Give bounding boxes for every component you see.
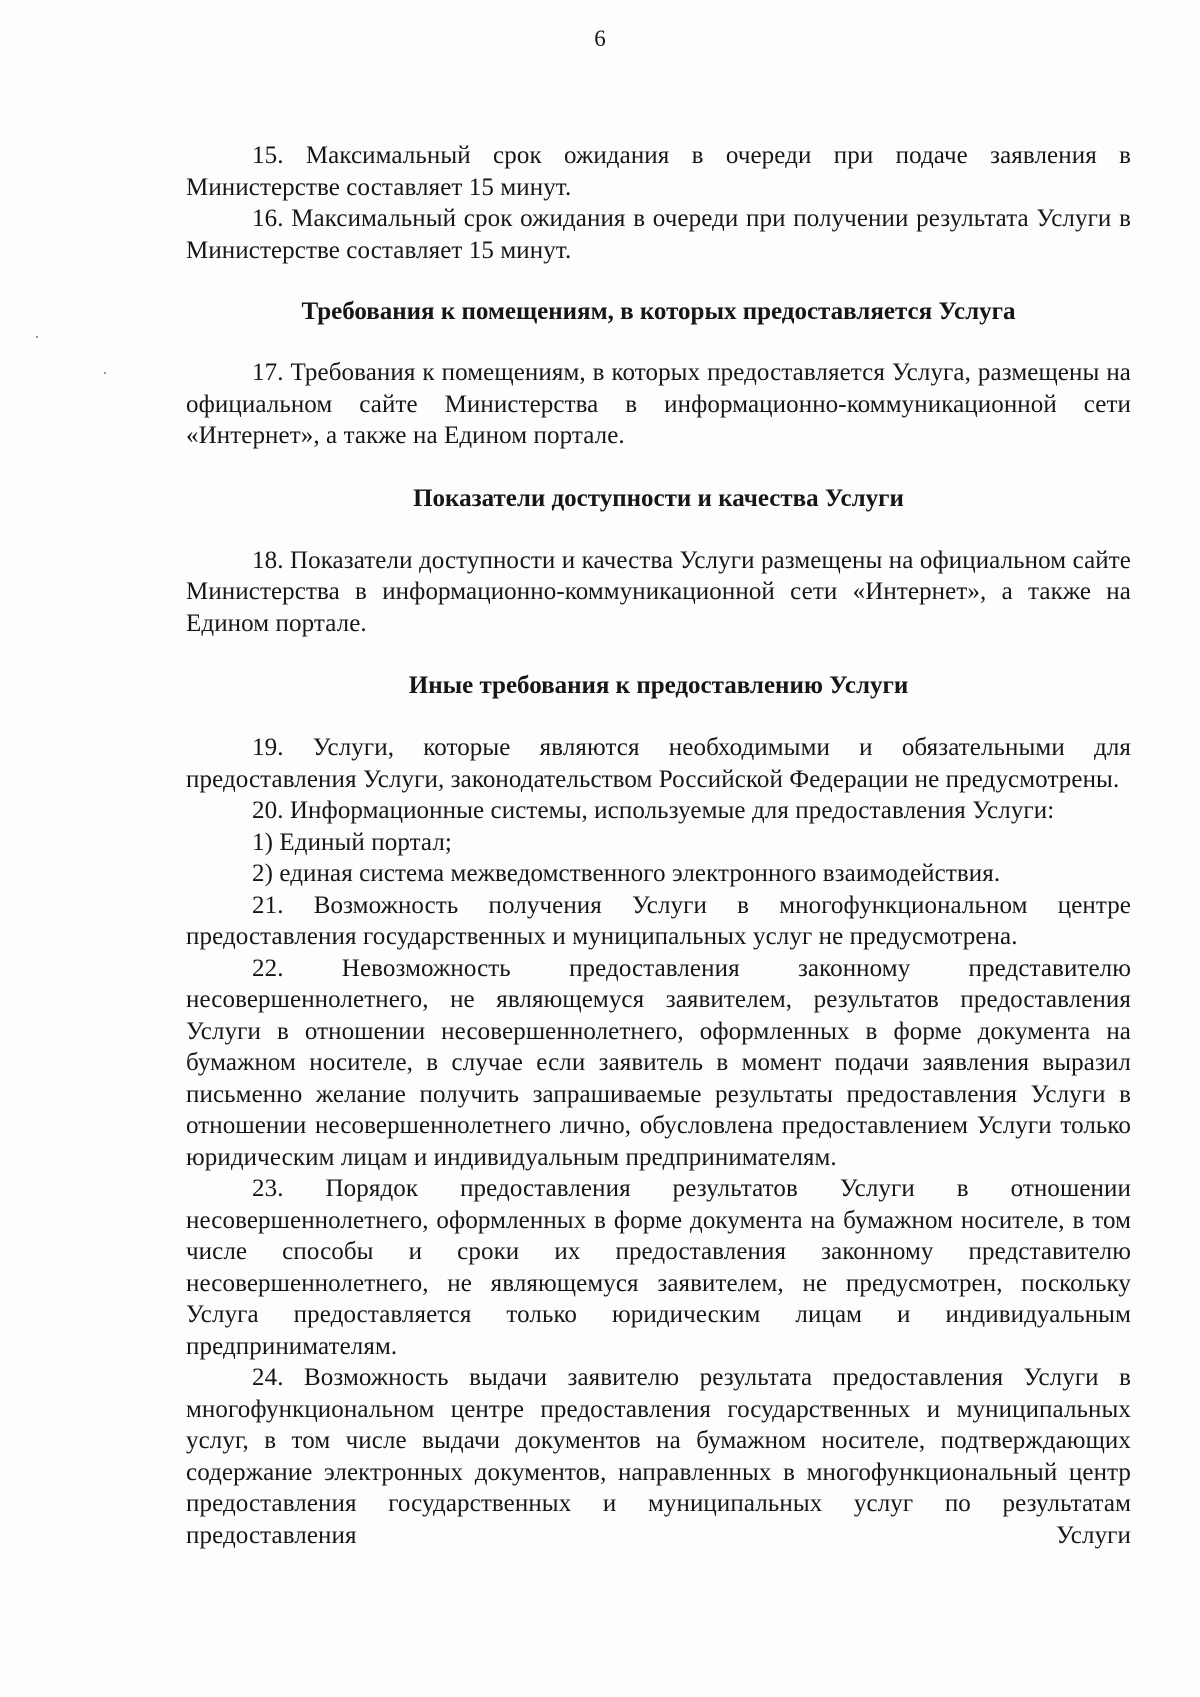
section-heading-other-requirements: Иные требования к предоставлению Услуги bbox=[408, 672, 909, 699]
paragraph-18: 18. Показатели доступности и качества Услуги размещены на официальном сайте Министерства в информационно-коммуникационной сети «Интернет», а также на Едином портале. bbox=[186, 546, 1131, 637]
paragraph-22: 22. Невозможность предоставления законному представителю несовершеннолетнего, не являющемуся заявителем, результатов предоставления Услуги в отношении несовершеннолетнего, оформленных в форме документа на бумажном носителе, в случае если заявитель в момент подачи заявления выразил письменно желание получить запрашиваемые результаты предоставления Услуги в отношении несовершеннолетнего лично, обусловлена предоставлением Услуги только юридическим лицам и индивидуальным предпринимателям. bbox=[186, 954, 1131, 1171]
paragraph-20: 20. Информационные системы, используемые для предоставления Услуги: bbox=[252, 797, 1055, 824]
paragraph-19: 19. Услуги, которые являются необходимыми и обязательными для предоставления Услуги, законодательством Российской Федерации не предусмотрены. bbox=[186, 734, 1131, 793]
document-body bbox=[186, 140, 1131, 1551]
paragraph-24: 24. Возможность выдачи заявителю результата предоставления Услуги в многофункциональном центре предоставления государственных и муниципальных услуг, в том числе выдачи документов на бумажном носителе, подтверждающих содержание электронных документов, направленных в многофункциональный центр предоставления государственных и муниципальных услуг по результатам предоставления Услуги bbox=[186, 1364, 1131, 1549]
section-heading-quality: Показатели доступности и качества Услуги bbox=[413, 484, 904, 512]
section-heading-rooms: Требования к помещениям, в которых предоставляется Услуга bbox=[301, 298, 1016, 325]
paragraph-23: 23. Порядок предоставления результатов Услуги в отношении несовершеннолетнего, оформленных в форме документа на бумажном носителе, в том числе способы и сроки их предоставления законному представителю несовершеннолетнего, не являющемуся заявителем, не предусмотрен, поскольку Услуга предоставляется только юридическим лицам и индивидуальным предпринимателям. bbox=[186, 1175, 1131, 1360]
paragraph-16: 16. Максимальный срок ожидания в очереди при получении результата Услуги в Министерстве составляет 15 минут. bbox=[186, 205, 1131, 264]
paragraph-17: 17. Требования к помещениям, в которых предоставляется Услуга, размещены на официальном сайте Министерства в информационно-коммуникационной сети «Интернет», а также на Едином портале. bbox=[186, 359, 1131, 449]
page-number: 6 bbox=[594, 26, 606, 51]
paragraph-20-item-1: 1) Единый портал; bbox=[252, 828, 452, 856]
paragraph-15: 15. Максимальный срок ожидания в очереди при подаче заявления в Министерстве составляет 15 минут. bbox=[186, 142, 1131, 201]
scan-speck bbox=[36, 336, 38, 338]
scan-speck bbox=[104, 372, 106, 374]
paragraph-20-item-2: 2) единая система межведомственного электронного взаимодействия. bbox=[252, 860, 1001, 887]
paragraph-21: 21. Возможность получения Услуги в многофункциональном центре предоставления государственных и муниципальных услуг не предусмотрена. bbox=[186, 891, 1131, 950]
